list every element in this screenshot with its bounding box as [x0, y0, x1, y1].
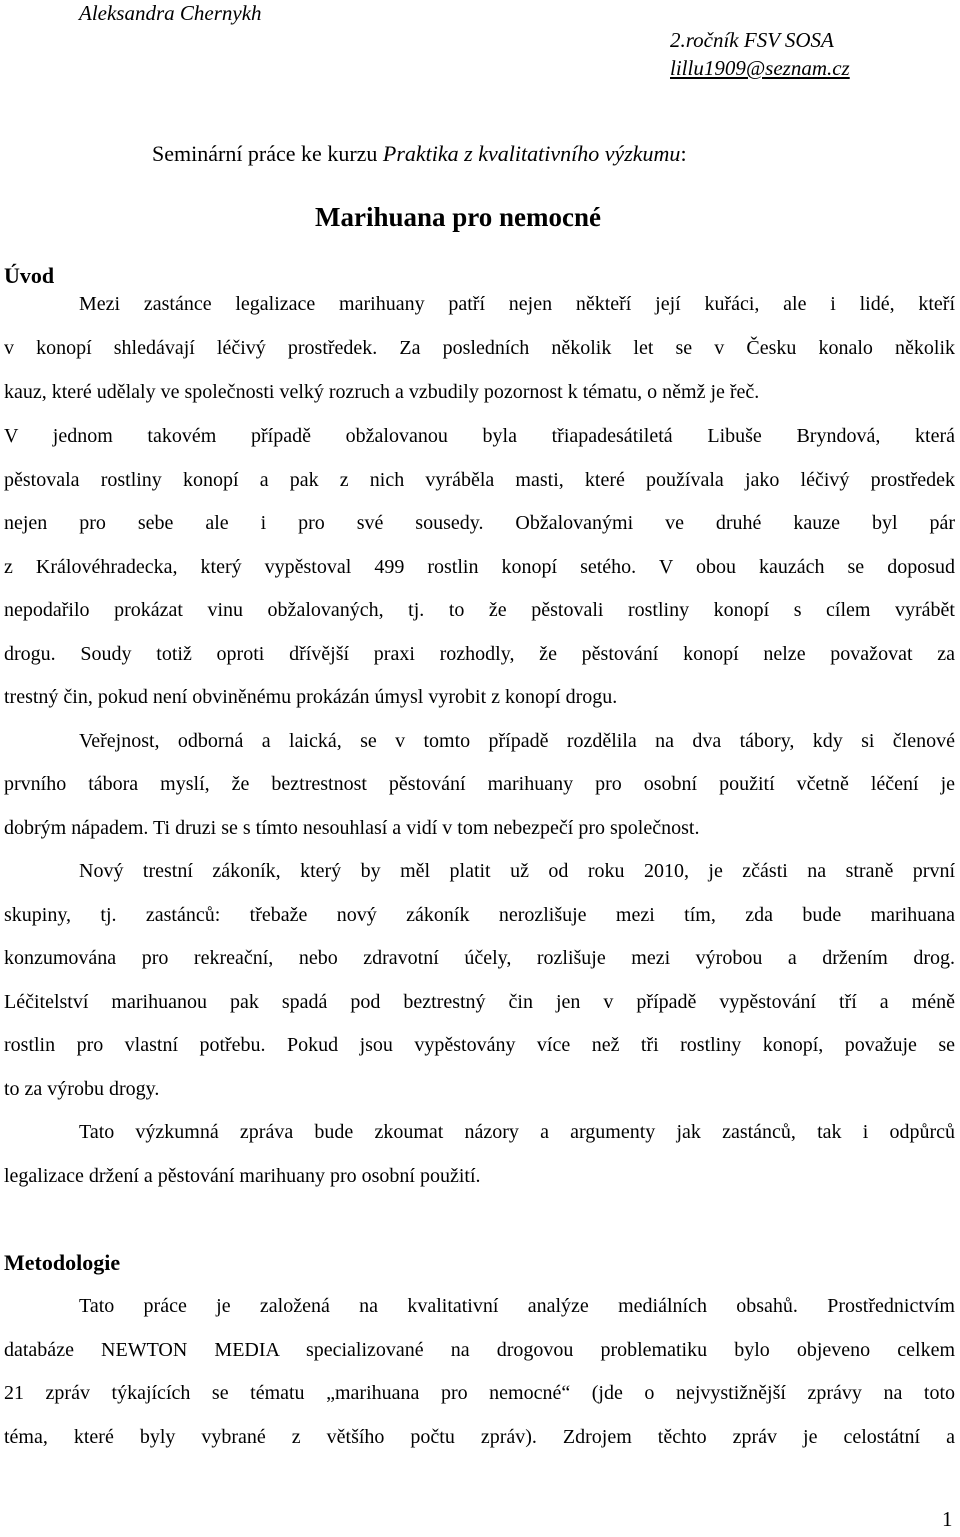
text-line: Tato výzkumná zpráva bude zkoumat názory a argumenty jak zastánců, tak i odpůrců [79, 1121, 955, 1143]
text-line: nepodařilo prokázat vinu obžalovaných, tj. to že pěstovali rostliny konopí s cílem vyrábět [4, 599, 955, 621]
text-line: pěstovala rostliny konopí a pak z nich vyráběla masti, které používala jako léčivý prostředek [4, 469, 955, 491]
text-line: Nový trestní zákoník, který by měl platit už od roku 2010, je zčásti na straně první [79, 860, 955, 882]
document-title: Marihuana pro nemocné [314, 202, 601, 232]
text-line: trestný čin, pokud není obviněnému prokázán úmysl vyrobit z konopí drogu. [4, 686, 618, 708]
author-info [670, 26, 850, 82]
text-line: kauz, které udělaly ve společnosti velký rozruch a vzbudily pozornost k tématu, o němž je řeč. [4, 381, 760, 403]
text-line: rostlin pro vlastní potřebu. Pokud jsou vypěstovány více než tři rostliny konopí, považuje se [4, 1034, 955, 1056]
text-line: to za výrobu drogy. [4, 1078, 160, 1100]
text-line: dobrým nápadem. Ti druzi se s tímto nesouhlasí a vidí v tom nebezpečí pro společnost. [4, 817, 700, 839]
text-line: Léčitelství marihuanou pak spadá pod beztrestný čin jen v případě vypěstování tří a méně [4, 991, 955, 1013]
text-line: téma, které byly vybrané z většího počtu zpráv). Zdrojem těchto zpráv je celostátní a [4, 1426, 955, 1448]
text-line: konzumována pro rekreační, nebo zdravotní účely, rozlišuje mezi výrobou a držením drog. [4, 947, 955, 969]
email-link[interactable]: lillu1909@seznam.cz [670, 56, 850, 80]
text-line: skupiny, tj. zastánců: třebaže nový zákoník nerozlišuje mezi tím, zda bude marihuana [4, 904, 955, 926]
text-line: legalizace držení a pěstování marihuany pro osobní použití. [4, 1165, 481, 1187]
course-name: Praktika z kvalitativního výzkumu [382, 141, 681, 166]
text-line: Veřejnost, odborná a laická, se v tomto případě rozdělila na dva tábory, kdy si členové [79, 730, 955, 752]
text-line: databáze NEWTON MEDIA specializované na drogovou problematiku bylo objeveno celkem [4, 1339, 955, 1361]
text-line: Mezi zastánce legalizace marihuany patří nejen někteří její kuřáci, ale i lidé, kteří [79, 293, 955, 315]
page-number: 1 [942, 1507, 953, 1531]
text-line: prvního tábora myslí, že beztrestnost pěstování marihuany pro osobní použití včetně léčení je [4, 773, 955, 795]
section-heading-methodology: Metodologie [4, 1250, 121, 1275]
text-line: 21 zpráv týkajících se tématu „marihuana pro nemocné“ (jde o nejvystižnější zprávy na toto [4, 1382, 955, 1404]
text-line: V jednom takovém případě obžalovanou byla třiapadesátiletá Libuše Bryndová, která [4, 425, 955, 447]
study-year: 2.ročník FSV SOSA [670, 28, 834, 52]
course-line [0, 139, 960, 169]
course-prefix: Seminární práce ke kurzu [152, 141, 383, 166]
course-suffix: : [680, 141, 687, 166]
text-line: Tato práce je založená na kvalitativní analýze mediálních obsahů. Prostřednictvím [79, 1295, 955, 1317]
text-line: z Královéhradecka, který vypěstoval 499 rostlin konopí setého. V obou kauzách se doposud [4, 556, 955, 578]
text-line: nejen pro sebe ale i pro své sousedy. Obžalovanými ve druhé kauze byl pár [4, 512, 955, 534]
section-heading-intro: Úvod [4, 263, 55, 288]
text-line: drogu. Soudy totiž oproti dřívější praxi rozhodly, že pěstování konopí nelze považovat za [4, 643, 955, 665]
text-line: v konopí shledávají léčivý prostředek. Za posledních několik let se v Česku konalo několik [4, 337, 955, 359]
author-name: Aleksandra Chernykh [79, 1, 262, 25]
